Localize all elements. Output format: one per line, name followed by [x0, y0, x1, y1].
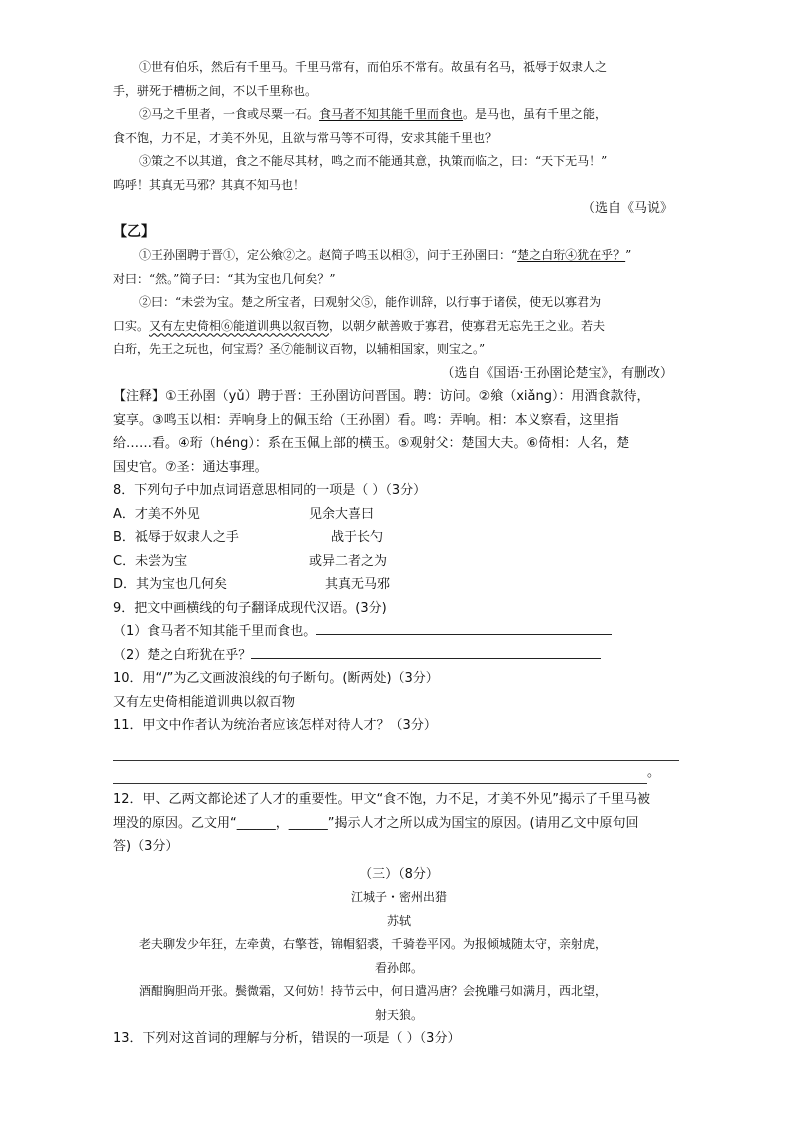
- jia-p2b: 食不饱，力不足，才美不外见，且欲与常马等不可得，安求其能千里也？: [113, 130, 498, 145]
- jia-source: （选自《马说》: [581, 201, 673, 216]
- underlined-sentence-1: 食马者不知其能千里而食也: [319, 107, 464, 121]
- yi-p2b: [113, 315, 685, 339]
- yi-p2b-pre: 口实。: [113, 318, 150, 333]
- q8-option-a[interactable]: A．才美不外见 见余大喜曰: [113, 506, 375, 522]
- jia-p1a: ①世有伯乐，然后有千里马。千里马常有，而伯乐不常有。故虽有名马，祗辱于奴隶人之: [139, 60, 608, 74]
- q8-stem: 8．下列句子中加点词语意思相同的一项是（ ）（3分）: [113, 483, 427, 498]
- notes-line-4: 国史官。⑦圣：通达事理。: [113, 459, 268, 475]
- jia-p2a: [113, 103, 685, 127]
- q11-answer-line-2[interactable]: [113, 767, 647, 784]
- yi-p2a: ②曰：“未尝为宝。楚之所宝者，曰观射父⑤，能作训辞，以行事于诸侯，使无以寡君为: [139, 295, 602, 309]
- q13-stem: 13．下列对这首词的理解与分析，错误的一项是（ ）（3分）: [113, 1031, 461, 1046]
- q9-sub-1: （1）食马者不知其能千里而食也。: [113, 620, 685, 644]
- q9-answer-1[interactable]: [316, 620, 612, 635]
- poem-line-1: 老夫聊发少年狂，左牵黄，右擎苍，锦帽貂裘，千骑卷平冈。为报倾城随太守，亲射虎，: [139, 937, 608, 951]
- q11-answer-line-1[interactable]: [113, 738, 679, 761]
- wavy-sentence: 又有左史倚相⑥能道训典以叙百物: [149, 318, 330, 333]
- notes-line-1: 【注释】①王孙圉（yǔ）聘于晋：王孙圉访问晋国。聘：访问。②飨（xiǎng）：用酒食款待，: [113, 389, 650, 404]
- poem-line-3: 酒酣胸胆尚开张。鬓微霜，又何妨！持节云中，何日遣冯唐？会挽雕弓如满月，西北望，: [139, 984, 608, 998]
- yi-p1a: [113, 244, 685, 268]
- poem-author: 苏轼: [386, 913, 411, 928]
- q8-option-b[interactable]: B．祗辱于奴隶人之手 战于长勺: [113, 530, 384, 545]
- notes-line-3: 给……看。④珩（héng）：系在玉佩上部的横玉。⑤观射父：楚国大夫。⑥倚相：人名，楚: [113, 436, 630, 451]
- jia-p2a-post: 。是马也，虽有千里之能，: [463, 107, 608, 121]
- jia-p3a: ③策之不以其道，食之不能尽其材，鸣之而不能通其意，执策而临之，曰：“天下无马！”: [139, 154, 608, 168]
- yi-p1a-post: ”: [625, 248, 632, 262]
- poem-line-4: 射天狼。: [374, 1007, 423, 1022]
- yi-label: 【乙】: [113, 223, 155, 240]
- jia-p1b: 手，骈死于槽枥之间，不以千里称也。: [113, 83, 318, 98]
- yi-p2b-post: ，以朝夕献善败于寡君，使寡君无忘先王之业。若夫: [329, 318, 606, 333]
- q12-line-2[interactable]: 埋没的原因。乙文用“______，______”揭示人才之所以成为国宝的原因。(请用乙文中原句回: [113, 815, 639, 831]
- q9-stem: 9．把文中画横线的句子翻译成现代汉语。(3分): [113, 600, 387, 616]
- poem-line-2: 看孙郎。: [374, 960, 423, 975]
- q8-option-c[interactable]: C．未尝为宝 或异二者之为: [113, 553, 388, 569]
- q10-sentence[interactable]: 又有左史倚相能道训典以叙百物: [113, 694, 296, 710]
- yi-p1a-pre: ①王孙圉聘于晋①，定公飨②之。赵简子鸣玉以相③，问于王孙圉曰：“: [139, 248, 518, 262]
- poem-title: 江城子・密州出猎: [350, 890, 447, 904]
- q9-answer-2[interactable]: [251, 644, 601, 659]
- q8-option-d[interactable]: D．其为宝也几何矣 其真无马邪: [113, 577, 391, 592]
- q12-line-3: 答)（3分）: [113, 839, 179, 854]
- q9-sub-2: （2）楚之白珩犹在乎？: [113, 644, 685, 668]
- jia-p2a-pre: ②马之千里者，一食或尽粟一石。: [139, 107, 320, 121]
- q11-answer-line-2-row: [113, 761, 685, 785]
- yi-p2c: 白珩，先王之玩也，何宝焉？圣⑦能制议百物，以辅相国家，则宝之。”: [113, 342, 486, 356]
- q10-stem: 10．用“/”为乙文画波浪线的句子断句。(断两处)（3分）: [113, 671, 439, 686]
- q11-stem: 11．甲文中作者认为统治者应该怎样对待人才？（3分）: [113, 718, 437, 733]
- yi-source: （选自《国语·王孙圉论楚宝》，有删改）: [441, 365, 673, 381]
- q11-end-mark: 。: [647, 764, 661, 780]
- notes-line-2: 宴享。③鸣玉以相：弄响身上的佩玉给（王孙圉）看。鸣：弄响。相：本义察看，这里指: [113, 412, 619, 428]
- yi-p1b: 对曰：“然。”简子曰：“其为宝也几何矣？”: [113, 271, 336, 286]
- section-heading: （三）（8分）: [359, 866, 439, 882]
- underlined-sentence-2: 楚之白珩④犹在乎？: [517, 248, 626, 262]
- q12-line-1: 12．甲、乙两文都论述了人才的重要性。甲文“食不饱，力不足，才美不外见”揭示了千里马被: [113, 792, 651, 807]
- jia-p3b: 呜呼！其真无马邪？其真不知马也！: [113, 177, 306, 192]
- content: [113, 56, 685, 1051]
